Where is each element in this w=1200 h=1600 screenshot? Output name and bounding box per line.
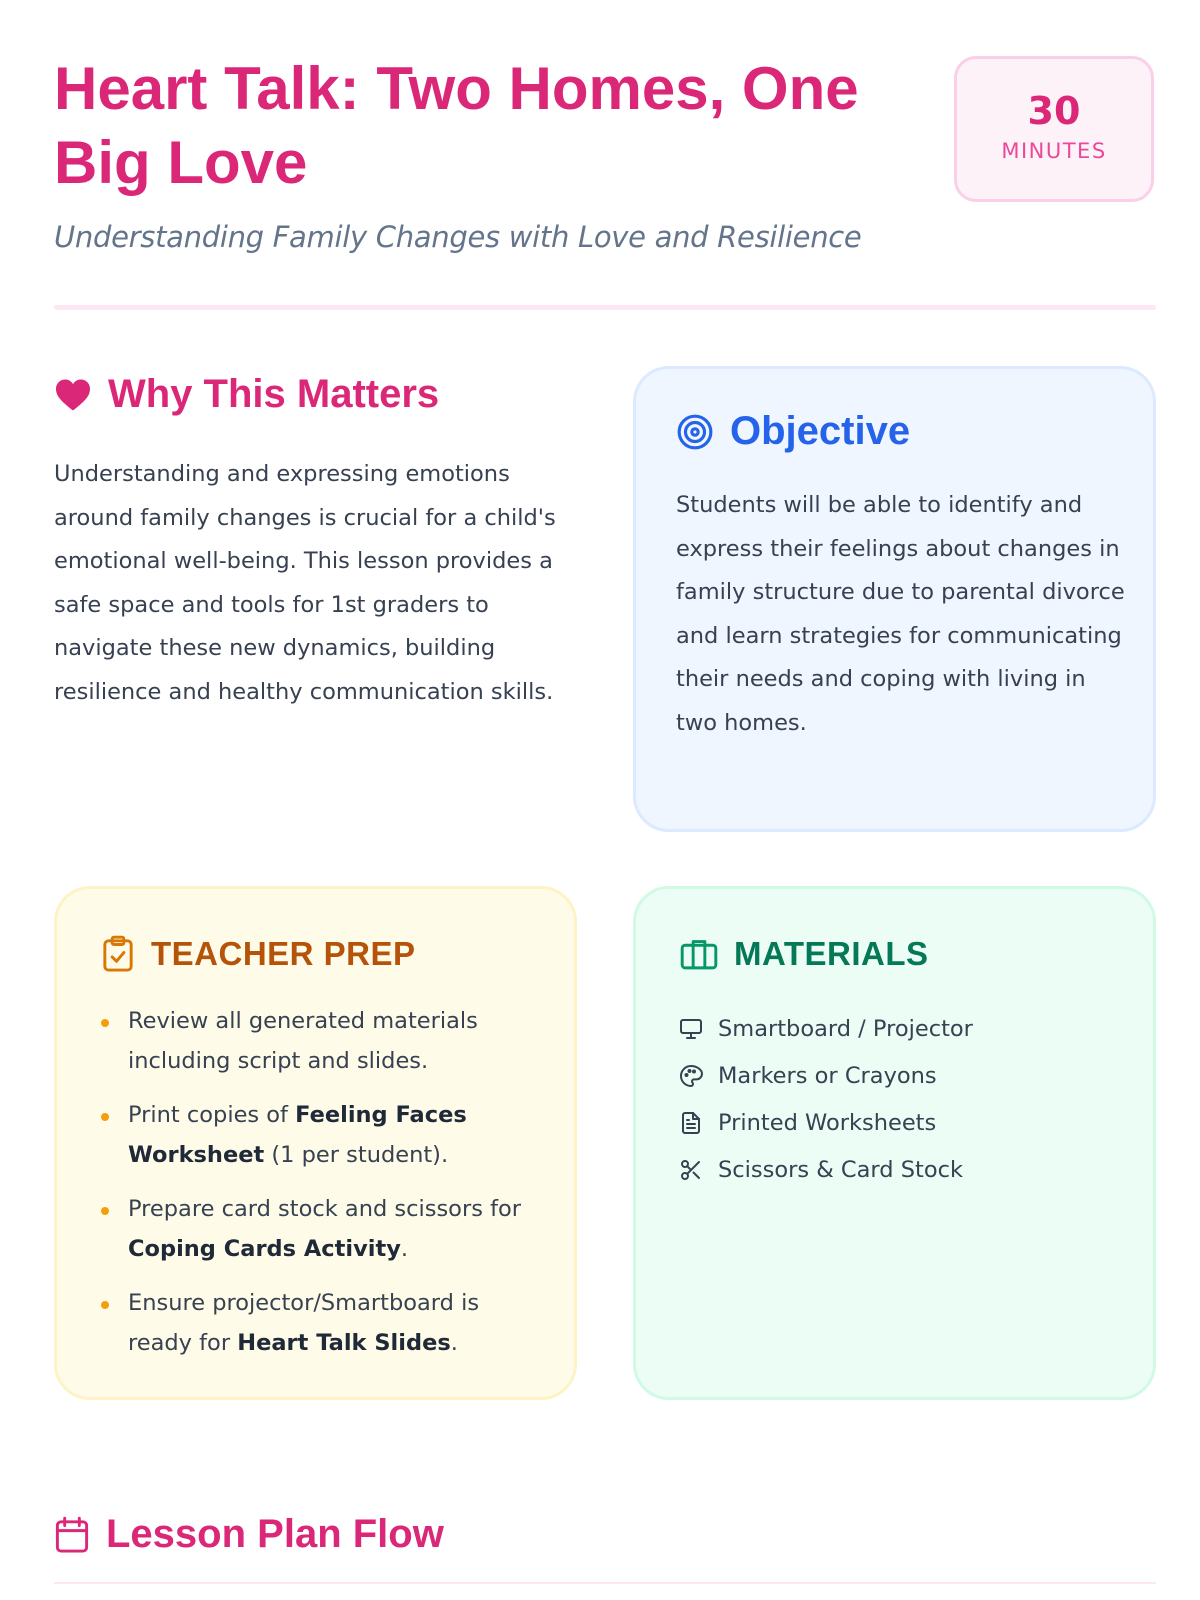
material-label: Markers or Crayons bbox=[718, 1062, 937, 1089]
materials-heading-row bbox=[680, 935, 929, 973]
heart-icon bbox=[54, 378, 92, 412]
monitor-icon bbox=[678, 1017, 704, 1041]
material-label: Scissors & Card Stock bbox=[718, 1156, 963, 1183]
calendar-icon bbox=[54, 1516, 90, 1554]
teacher-prep-heading: TEACHER PREP bbox=[151, 935, 416, 972]
flow-divider bbox=[54, 1582, 1156, 1584]
teacher-prep-card bbox=[54, 886, 577, 1400]
why-heading-row bbox=[54, 372, 564, 417]
materials-card bbox=[633, 886, 1156, 1400]
material-label: Printed Worksheets bbox=[718, 1109, 937, 1136]
materials-list bbox=[678, 1005, 973, 1193]
lesson-plan-flow-heading-row bbox=[54, 1512, 444, 1557]
lesson-header bbox=[54, 52, 1156, 254]
duration-badge bbox=[954, 56, 1154, 202]
list-item: Prepare card stock and scissors for Coping Cards Activity. bbox=[101, 1189, 541, 1269]
duration-value: 30 bbox=[1027, 89, 1081, 133]
list-item bbox=[678, 1099, 973, 1146]
why-body: Understanding and expressing emotions around family changes is crucial for a child's emotional well-being. This lesson provides a safe space and tools for 1st graders to navigate these new dynamics, building resilience and healthy communication skills. bbox=[54, 461, 556, 705]
list-item bbox=[678, 1052, 973, 1099]
duration-unit: MINUTES bbox=[1001, 139, 1107, 163]
why-this-matters-section bbox=[54, 372, 564, 714]
list-item: Review all generated materials including script and slides. bbox=[101, 1001, 541, 1081]
teacher-prep-heading-row bbox=[101, 935, 416, 973]
objective-heading-row bbox=[676, 409, 910, 454]
page-subtitle: Understanding Family Changes with Love and Resilience bbox=[54, 220, 862, 254]
objective-heading: Objective bbox=[730, 409, 911, 453]
material-label: Smartboard / Projector bbox=[718, 1015, 973, 1042]
palette-icon bbox=[678, 1064, 704, 1088]
objective-body: Students will be able to identify and express their feelings about changes in family structure due to parental divorce and learn strategies for communicating their needs and coping with living in two homes. bbox=[676, 492, 1125, 736]
why-heading: Why This Matters bbox=[108, 372, 440, 416]
target-icon bbox=[676, 413, 714, 451]
teacher-prep-list bbox=[101, 1001, 541, 1377]
briefcase-icon bbox=[680, 937, 718, 971]
document-icon bbox=[678, 1111, 704, 1135]
lesson-plan-flow-heading: Lesson Plan Flow bbox=[106, 1512, 444, 1556]
header-divider bbox=[54, 305, 1156, 310]
list-item bbox=[678, 1146, 973, 1193]
materials-heading: MATERIALS bbox=[734, 935, 929, 972]
list-item: Print copies of Feeling Faces Worksheet (1 per student). bbox=[101, 1095, 541, 1175]
clipboard-check-icon bbox=[101, 935, 135, 973]
objective-card bbox=[633, 366, 1156, 832]
list-item: Ensure projector/Smartboard is ready for Heart Talk Slides. bbox=[101, 1283, 541, 1363]
page-title: Heart Talk: Two Homes, One Big Love bbox=[54, 55, 859, 196]
list-item bbox=[678, 1005, 973, 1052]
scissors-icon bbox=[678, 1158, 704, 1182]
